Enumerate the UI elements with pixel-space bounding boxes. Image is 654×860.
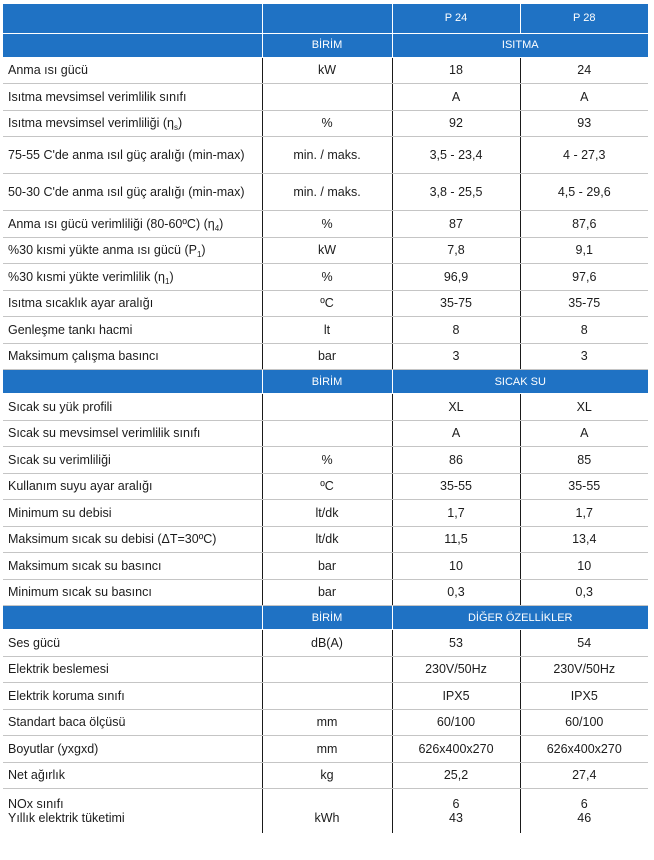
section-title: ISITMA	[392, 33, 648, 57]
spec-row	[3, 473, 648, 500]
spec-unit: min. / maks.	[262, 174, 392, 211]
spec-row	[3, 84, 648, 111]
spec-value-p28: 8	[520, 317, 648, 344]
spec-value-p28: 13,4	[520, 526, 648, 553]
spec-unit: kW	[262, 237, 392, 264]
spec-label	[3, 394, 262, 421]
spec-label-tail: )	[169, 269, 174, 284]
spec-value-p28: 85	[520, 447, 648, 474]
spec-value-p24: A	[392, 420, 520, 447]
spec-value-p24: 8	[392, 317, 520, 344]
spec-value-p28: 35-55	[520, 473, 648, 500]
spec-value-p28: 0,3	[520, 579, 648, 606]
spec-unit: bar	[262, 553, 392, 580]
spec-value-p28: 230V/50Hz	[520, 656, 648, 683]
spec-unit: ºC	[262, 473, 392, 500]
spec-value-p24: 1,7	[392, 500, 520, 527]
spec-label	[3, 447, 262, 474]
spec-unit	[262, 683, 392, 710]
spec-label-text: %30 kısmi yükte verimlilik (η	[8, 269, 165, 284]
spec-unit: ºC	[262, 290, 392, 317]
spec-label-text: Maksimum sıcak su debisi (ΔT=30ºC)	[8, 532, 217, 547]
spec-label-text: Elektrik beslemesi	[8, 662, 109, 677]
spec-label-text: Kullanım suyu ayar aralığı	[8, 479, 153, 494]
spec-unit: lt/dk	[262, 526, 392, 553]
spec-value-p28: 6	[580, 796, 588, 811]
spec-unit	[262, 789, 392, 811]
spec-row	[3, 500, 648, 527]
spec-label-subscript: 4	[214, 223, 220, 233]
spec-value-p28: 35-75	[520, 290, 648, 317]
spec-value-p24: 230V/50Hz	[392, 656, 520, 683]
spec-label	[3, 473, 262, 500]
spec-value-p24: 3,5 - 23,4	[392, 137, 520, 174]
spec-row	[3, 447, 648, 474]
spec-row	[3, 709, 648, 736]
spec-label	[3, 137, 262, 174]
section-blank-cell	[3, 33, 262, 57]
spec-label	[3, 211, 262, 238]
spec-row	[3, 174, 648, 211]
spec-label-subscript: 1	[196, 250, 202, 260]
spec-row	[3, 57, 648, 84]
spec-unit: kWh	[262, 811, 392, 833]
spec-row	[3, 290, 648, 317]
section-title: SICAK SU	[392, 370, 648, 394]
spec-label-text: %30 kısmi yükte anma ısı gücü (P	[8, 243, 197, 258]
spec-value-p24: 10	[392, 553, 520, 580]
spec-value-p28: 626x400x270	[520, 736, 648, 763]
spec-value-p24: 43	[392, 811, 520, 833]
header-blank-cell	[3, 4, 262, 33]
spec-row	[3, 656, 648, 683]
spec-row	[3, 264, 648, 291]
model-header-row	[3, 4, 648, 33]
spec-label-text: Isıtma mevsimsel verimlilik sınıfı	[8, 89, 187, 104]
spec-label	[3, 290, 262, 317]
spec-value-p24: 0,3	[392, 579, 520, 606]
spec-value-p28: A	[520, 84, 648, 111]
spec-value-p24: 60/100	[392, 709, 520, 736]
spec-label	[3, 84, 262, 111]
spec-label	[3, 57, 262, 84]
spec-value-p28: XL	[520, 394, 648, 421]
spec-label-subscript: s	[174, 123, 178, 133]
spec-label	[3, 526, 262, 553]
spec-unit: bar	[262, 343, 392, 370]
spec-label	[3, 553, 262, 580]
spec-table	[3, 4, 648, 833]
spec-label	[3, 736, 262, 763]
spec-label-text: Standart baca ölçüsü	[8, 715, 126, 730]
spec-value-p28: 27,4	[520, 762, 648, 789]
spec-value-p28: 4 - 27,3	[520, 137, 648, 174]
spec-value-p24: IPX5	[392, 683, 520, 710]
spec-row	[3, 137, 648, 174]
spec-label-text: Minimum sıcak su basıncı	[8, 585, 152, 600]
spec-label	[3, 762, 262, 789]
spec-row	[3, 811, 648, 833]
spec-label	[3, 420, 262, 447]
spec-value-p24: 626x400x270	[392, 736, 520, 763]
spec-label-text: NOx sınıfı	[8, 796, 64, 811]
spec-value-p28: IPX5	[520, 683, 648, 710]
model-p24-header: P 24	[392, 4, 520, 33]
spec-row	[3, 394, 648, 421]
spec-label-text: Boyutlar (yxgxd)	[8, 741, 99, 756]
spec-value-p24: 86	[392, 447, 520, 474]
spec-row	[3, 579, 648, 606]
spec-value-p28: 9,1	[520, 237, 648, 264]
spec-value-p28: 24	[520, 57, 648, 84]
spec-row	[3, 420, 648, 447]
section-blank-cell	[3, 370, 262, 394]
spec-label	[3, 237, 262, 264]
spec-label-tail: )	[178, 116, 183, 131]
spec-row	[3, 789, 648, 811]
model-p28-header: P 28	[520, 4, 648, 33]
spec-value-p28: A	[520, 420, 648, 447]
spec-label-text: Elektrik koruma sınıfı	[8, 688, 125, 703]
spec-unit: mm	[262, 709, 392, 736]
header-blank-cell	[262, 4, 392, 33]
spec-label-tail: )	[201, 243, 206, 258]
spec-row	[3, 317, 648, 344]
spec-unit: lt	[262, 317, 392, 344]
spec-value-p28: 54	[520, 630, 648, 657]
spec-table-body	[3, 4, 648, 833]
spec-value-p28: 10	[520, 553, 648, 580]
spec-row	[3, 630, 648, 657]
spec-unit: min. / maks.	[262, 137, 392, 174]
spec-unit	[262, 84, 392, 111]
spec-label-subscript: 1	[164, 276, 170, 286]
section-header-row	[3, 370, 648, 394]
spec-label-text: 75-55 C'de anma ısıl güç aralığı (min-max)	[8, 147, 245, 162]
spec-row	[3, 736, 648, 763]
spec-unit: mm	[262, 736, 392, 763]
spec-value-p28: 87,6	[520, 211, 648, 238]
spec-label	[3, 317, 262, 344]
spec-value-p24: 92	[392, 110, 520, 137]
spec-value-p24: 25,2	[392, 762, 520, 789]
spec-label	[3, 579, 262, 606]
spec-label	[3, 709, 262, 736]
spec-label	[3, 656, 262, 683]
spec-value-p24: 11,5	[392, 526, 520, 553]
spec-value-p28: 60/100	[520, 709, 648, 736]
spec-row	[3, 683, 648, 710]
spec-unit: %	[262, 264, 392, 291]
unit-header: BİRİM	[262, 606, 392, 630]
spec-value-p24: 6	[392, 789, 520, 811]
section-blank-cell	[3, 606, 262, 630]
spec-label-text: Isıtma mevsimsel verimliliği (η	[8, 116, 174, 131]
spec-value-p24: 87	[392, 211, 520, 238]
spec-label	[3, 264, 262, 291]
spec-value-p28: 4,5 - 29,6	[520, 174, 648, 211]
spec-label-text: Sıcak su verimliliği	[8, 452, 111, 467]
spec-label-text: Sıcak su mevsimsel verimlilik sınıfı	[8, 426, 201, 441]
spec-value-p24: 35-75	[392, 290, 520, 317]
spec-unit	[262, 656, 392, 683]
spec-row	[3, 211, 648, 238]
spec-unit: kW	[262, 57, 392, 84]
spec-row	[3, 110, 648, 137]
section-header-row	[3, 33, 648, 57]
spec-row	[3, 237, 648, 264]
spec-value-p24: 3,8 - 25,5	[392, 174, 520, 211]
spec-label-text: Ses gücü	[8, 635, 61, 650]
spec-value-p24: 53	[392, 630, 520, 657]
spec-row	[3, 762, 648, 789]
spec-label-text: Genleşme tankı hacmi	[8, 322, 133, 337]
section-title: DİĞER ÖZELLİKLER	[392, 606, 648, 630]
spec-label-text: Maksimum sıcak su basıncı	[8, 558, 162, 573]
spec-label-tail: )	[219, 216, 224, 231]
section-header-row	[3, 606, 648, 630]
spec-label-text: Net ağırlık	[8, 768, 65, 783]
spec-label-text: Anma ısı gücü verimliliği (80-60ºC) (η	[8, 216, 215, 231]
spec-label	[3, 174, 262, 211]
spec-value-p28: 3	[520, 343, 648, 370]
spec-value-p24: 18	[392, 57, 520, 84]
spec-unit: %	[262, 211, 392, 238]
spec-label-text: Anma ısı gücü	[8, 63, 88, 78]
spec-value-p24: 96,9	[392, 264, 520, 291]
spec-value-p24: 3	[392, 343, 520, 370]
spec-value-p24: 35-55	[392, 473, 520, 500]
spec-label	[3, 630, 262, 657]
spec-label	[3, 789, 262, 811]
spec-label	[3, 500, 262, 527]
spec-row	[3, 553, 648, 580]
spec-unit: dB(A)	[262, 630, 392, 657]
spec-unit: %	[262, 447, 392, 474]
spec-label-text: 50-30 C'de anma ısıl güç aralığı (min-max)	[8, 184, 245, 199]
spec-label	[3, 110, 262, 137]
spec-value-p28: 46	[577, 810, 592, 825]
spec-label-text: Maksimum çalışma basıncı	[8, 349, 159, 364]
unit-header: BİRİM	[262, 33, 392, 57]
spec-label-text: Minimum su debisi	[8, 505, 112, 520]
spec-value-p28: 93	[520, 110, 648, 137]
spec-row	[3, 526, 648, 553]
spec-value-p28: 97,6	[520, 264, 648, 291]
spec-value-p24: 7,8	[392, 237, 520, 264]
spec-value-p28: 1,7	[520, 500, 648, 527]
spec-row	[3, 343, 648, 370]
spec-unit	[262, 394, 392, 421]
spec-unit	[262, 420, 392, 447]
spec-label-text: Sıcak su yük profili	[8, 399, 113, 414]
spec-label	[3, 811, 262, 833]
spec-unit: bar	[262, 579, 392, 606]
spec-label-text: Yıllık elektrik tüketimi	[8, 810, 125, 825]
unit-header: BİRİM	[262, 370, 392, 394]
spec-value-p24: XL	[392, 394, 520, 421]
spec-unit: kg	[262, 762, 392, 789]
spec-label	[3, 683, 262, 710]
spec-value-p24: A	[392, 84, 520, 111]
spec-unit: %	[262, 110, 392, 137]
spec-label	[3, 343, 262, 370]
spec-label-text: Isıtma sıcaklık ayar aralığı	[8, 296, 154, 311]
spec-unit: lt/dk	[262, 500, 392, 527]
